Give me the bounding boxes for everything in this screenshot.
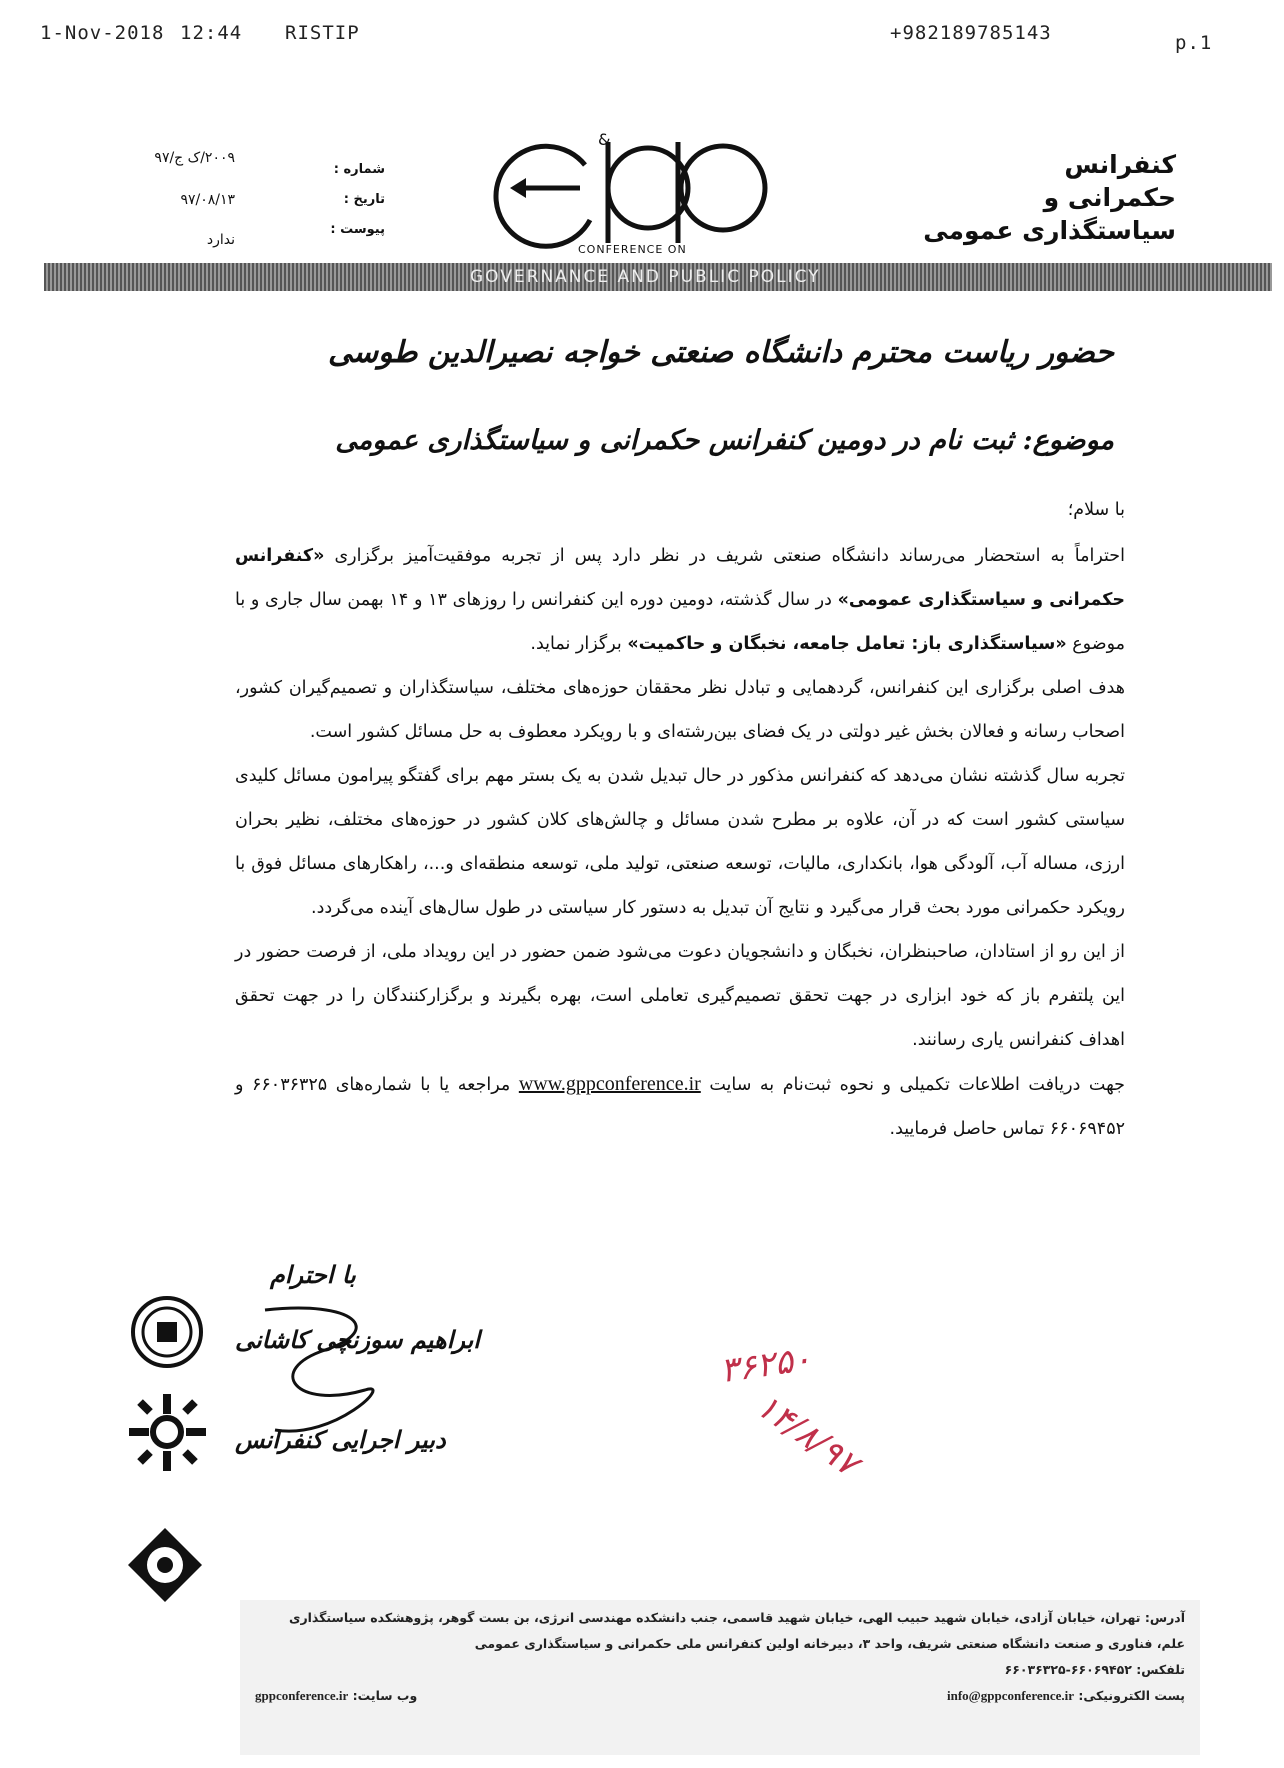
footer-web[interactable]: gppconference.ir: [255, 1688, 349, 1703]
letter-subject: موضوع: ثبت نام در دومین کنفرانس حکمرانی و سیاستگذاری عمومی: [335, 425, 1114, 456]
gpp-logo-ampersand: &: [598, 130, 611, 149]
gpp-logo-mark: [480, 130, 800, 260]
letter-greeting: با سلام؛: [1067, 500, 1125, 520]
footer-email-label: پست الکترونیکی:: [1078, 1688, 1185, 1703]
paragraph-5: [235, 1062, 1125, 1151]
footer-address-1: آدرس: تهران، خیابان آزادی، خیابان شهید حبیب الهی، خیابان شهید قاسمی، جنب دانشکده مهندسی انرژی، بن بست گوهر، پژوهشکده سیاستگذاری: [289, 1610, 1185, 1625]
brand-line-1: کنفرانس: [1064, 150, 1176, 179]
paragraph-4: از این رو از استادان، صاحبنظران، نخبگان و دانشجویان دعوت می‌شود ضمن حضور در این رویداد ملی، از فرصت حضور در این پلتفرم باز که خود ابزاری در جهت تحقق تصمیم‌گیری تعاملی است، بهره بگیرند و برگزارکنندگان را در جهت تحقق اهداف کنفرانس یاری رسانند.: [235, 942, 1125, 1050]
fax-date: 1-Nov-2018: [40, 22, 165, 44]
signature-scribble: [235, 1290, 395, 1460]
gpp-logo: [480, 130, 800, 260]
paragraph-5-part-a: جهت دریافت اطلاعات تکمیلی و نحوه ثبت‌نام به سایت: [709, 1075, 1125, 1095]
paragraph-1-theme: «سیاستگذاری باز: تعامل جامعه، نخبگان و حاکمیت»: [627, 634, 1067, 654]
brand-line-3: سیاستگذاری عمومی: [923, 216, 1176, 245]
signature-title: دبیر اجرایی کنفرانس: [235, 1425, 446, 1454]
footer-web-label: وب سایت:: [352, 1688, 418, 1703]
fax-page: p.1: [1175, 32, 1213, 54]
fax-phone: +982189785143: [890, 22, 1052, 44]
letter-body: [235, 488, 1125, 1151]
fax-sender: RISTIP: [285, 22, 360, 44]
website-link[interactable]: www.gppconference.ir: [518, 1073, 701, 1095]
paragraph-5-part-b: مراجعه یا با شماره‌های ۶۶۰۳۶۳۲۵ و ۶۶۰۶۹۴۵۲ تماس حاصل فرمایید.: [235, 1075, 1125, 1139]
ref-number-label: شماره :: [333, 162, 385, 177]
gpp-logo-caption: CONFERENCE ON: [575, 243, 690, 256]
handwritten-date: ۱۴/۸/۹۷: [748, 1385, 866, 1485]
handwritten-number: ۳۶۲۵۰: [717, 1338, 814, 1392]
paragraph-2: هدف اصلی برگزاری این کنفرانس، گردهمایی و تبادل نظر محققان حوزه‌های مختلف، سیاستگذاران و تصمیم‌گیران کشور، اصحاب رسانه و فعالان بخش غیر دولتی در یک فضای بین‌رشته‌ای و با رویکرد معطوف به حل مسائل کشور است.: [235, 678, 1125, 742]
brand-line-2: حکمرانی و: [1043, 183, 1176, 212]
paragraph-3: تجربه سال گذشته نشان می‌دهد که کنفرانس مذکور در حال تبدیل شدن به یک بستر مهم برای گفتگو پیرامون مسائل کلیدی سیاستی کشور است که در آن، علاوه بر مطرح شدن مسائل و چالش‌های کلان کشور در حوزه‌های مختلف، نظیر بحران ارزی، مساله آب، آلودگی هوا، بانکداری، مالیات، توسعه صنعتی، تولید ملی، توسعه منطقه‌ای و...، راهکارهای مسائل فوق با رویکرد حکمرانی مورد بحث قرار می‌گیرد و نتایج آن تبدیل به دستور کار سیاستی در طول سال‌های آینده می‌گردد.: [235, 766, 1125, 918]
footer: [255, 1605, 1185, 1709]
footer-email[interactable]: info@gppconference.ir: [947, 1688, 1075, 1703]
letter-addressee: حضور ریاست محترم دانشگاه صنعتی خواجه نصیرالدین طوسی: [327, 335, 1114, 370]
paragraph-1-part-a: احتراماً به استحضار می‌رساند دانشگاه صنعتی شریف در نظر دارد پس از تجربه موفقیت‌آمیز برگزاری: [334, 546, 1125, 566]
paragraph-1-part-e: برگزار نماید.: [530, 634, 622, 654]
sharif-university-seal: [130, 1295, 204, 1369]
signature-name: ابراهیم سوزنچی کاشانی: [235, 1325, 480, 1354]
ref-date-value: ۹۷/۰۸/۱۳: [180, 192, 235, 208]
ref-attachment-label: پیوست :: [330, 222, 385, 237]
footer-phone: تلفکس: ۶۶۰۶۹۴۵۲-۶۶۰۳۶۳۲۵: [1004, 1662, 1185, 1677]
paragraph-1-part-c: در سال گذشته، دومین دوره این کنفرانس را روزهای ۱۳ و ۱۴ بهمن سال جاری و با موضوع: [235, 590, 1125, 654]
footer-web-group: [255, 1683, 417, 1709]
signature-closing: با احترام: [270, 1260, 356, 1289]
ref-date-label: تاریخ :: [343, 192, 385, 207]
research-institute-emblem: [125, 1390, 210, 1475]
footer-address-2: علم، فناوری و صنعت دانشگاه صنعتی شریف، واحد ۳، دبیرخانه اولین کنفرانس ملی حکمرانی و سیاستگذاری عمومی: [474, 1636, 1185, 1651]
third-organization-emblem: [125, 1525, 205, 1605]
paragraph-1-conference-name: «کنفرانس حکمرانی و سیاستگذاری عمومی»: [235, 546, 1125, 610]
fax-time: 12:44: [180, 22, 243, 44]
ref-attachment-value: ندارد: [206, 232, 235, 248]
paragraph-1: [235, 534, 1125, 666]
footer-contact-row: [255, 1683, 1185, 1709]
ref-number-value: ۲۰۰۹/ک ج/۹۷: [154, 150, 235, 166]
letterhead-band-text: GOVERNANCE AND PUBLIC POLICY: [470, 267, 821, 287]
